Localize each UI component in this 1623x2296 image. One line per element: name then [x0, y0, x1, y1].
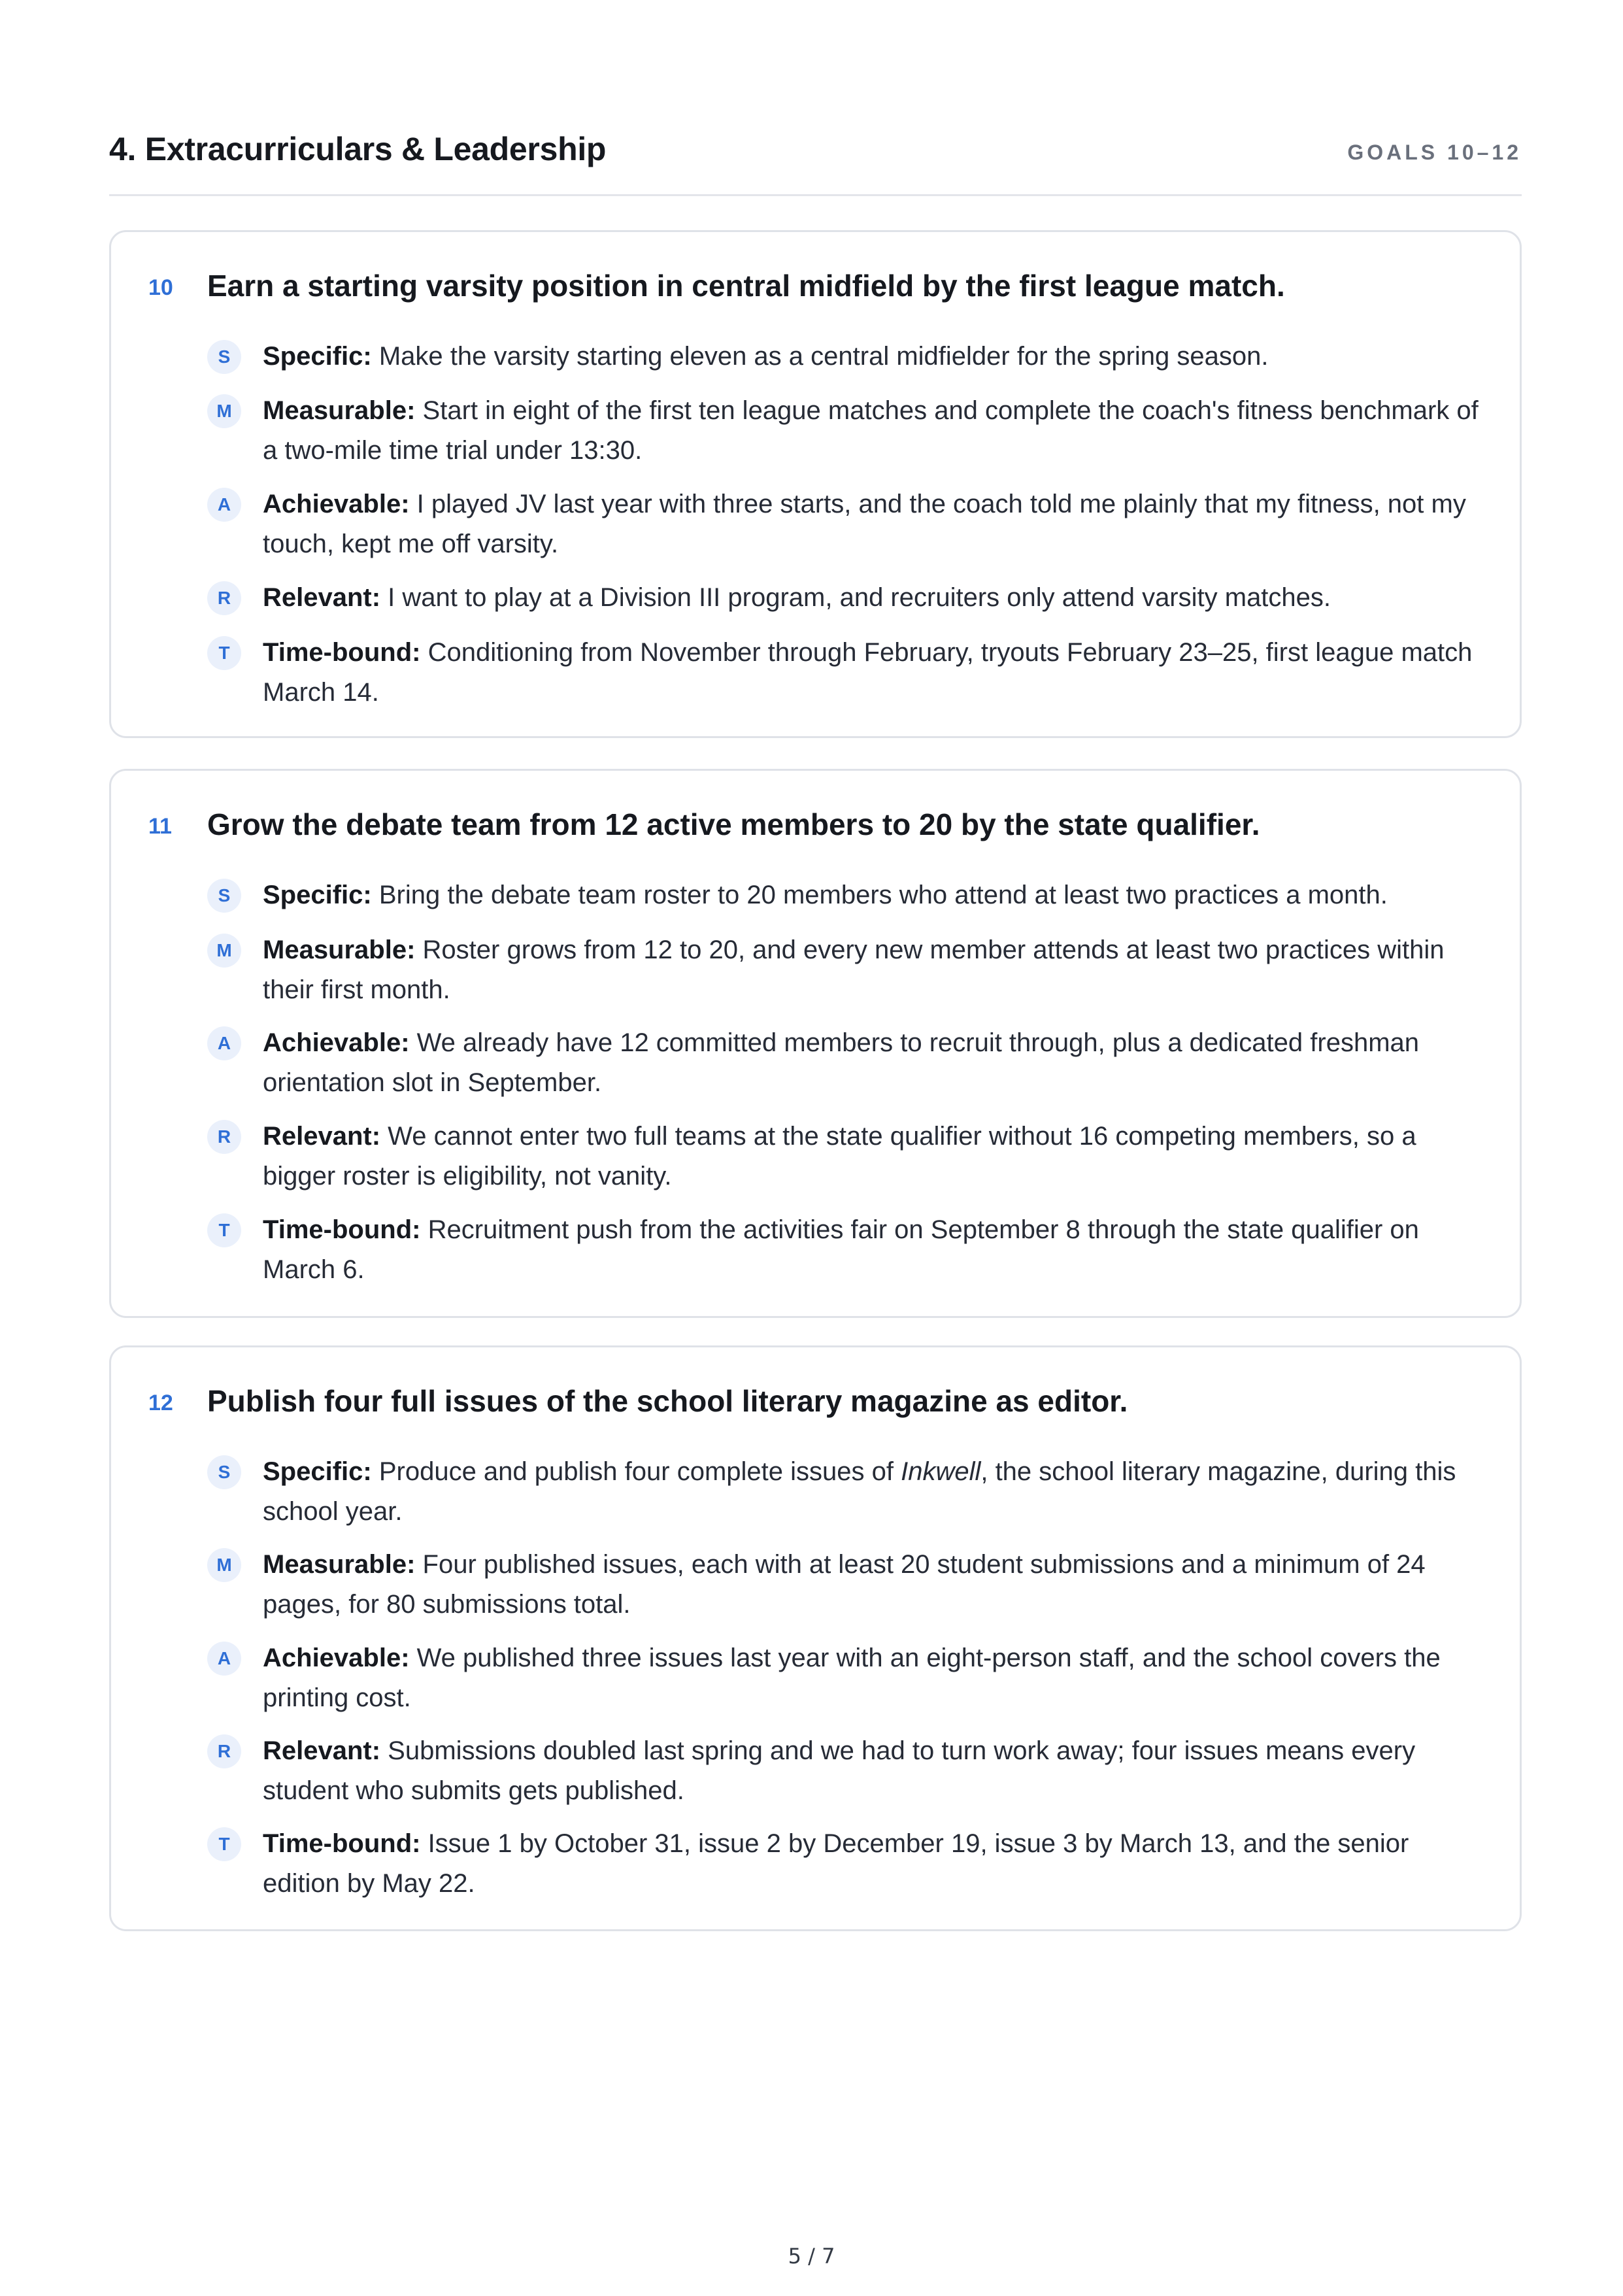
criterion-letter-badge: S — [207, 1455, 241, 1489]
criterion-letter-badge: M — [207, 934, 241, 968]
criterion-body: Produce and publish four complete issues of — [371, 1457, 901, 1486]
magazine-title: Inkwell — [901, 1457, 981, 1486]
criterion-letter-badge: M — [207, 394, 241, 428]
criterion-label: Relevant: — [263, 1122, 381, 1151]
goal-title: Publish four full issues of the school literary magazine as editor. — [207, 1384, 1128, 1418]
criterion-body: We published three issues last year with an eight-person staff, and the school covers the printing cost. — [263, 1644, 1441, 1712]
criterion-body: Start in eight of the first ten league matches and complete the coach's fitness benchmark of a two-mile time trial under 13:30. — [263, 396, 1479, 465]
goal-number: 11 — [148, 814, 172, 839]
criterion-text — [263, 1545, 1492, 1625]
criterion-letter-badge: M — [207, 1548, 241, 1582]
criterion-text — [263, 1731, 1492, 1811]
section-header — [109, 128, 1522, 196]
criterion-body: Four published issues, each with at least 20 student submissions and a minimum of 24 pages, for 80 submissions total. — [263, 1550, 1426, 1619]
page-number: 5 / 7 — [788, 2244, 835, 2269]
criterion-letter-badge: R — [207, 1734, 241, 1768]
criterion-body: Submissions doubled last spring and we had to turn work away; four issues means every student who submits gets published. — [263, 1736, 1416, 1805]
criterion-letter-badge: T — [207, 636, 241, 670]
criterion-label: Time-bound: — [263, 1829, 421, 1858]
criterion-text — [263, 875, 1492, 915]
criterion-text — [263, 930, 1492, 1010]
criterion-body-cont: , the school literary magazine, during this school year. — [263, 1457, 1456, 1526]
criterion-label: Measurable: — [263, 1550, 416, 1579]
criterion-letter-badge: T — [207, 1213, 241, 1247]
criterion-text — [263, 633, 1492, 713]
goals-range-label: GOALS 10–12 — [1347, 141, 1522, 164]
goal-card-12 — [109, 1345, 1522, 1931]
criterion-body: Recruitment push from the activities fair on September 8 through the state qualifier on March 6. — [263, 1215, 1419, 1284]
goal-number: 10 — [148, 275, 173, 300]
criterion-label: Measurable: — [263, 396, 416, 425]
goal-card-10 — [109, 230, 1522, 738]
criterion-text — [263, 337, 1492, 377]
criterion-label: Specific: — [263, 342, 372, 371]
criterion-body: Make the varsity starting eleven as a central midfielder for the spring season. — [371, 342, 1269, 371]
criterion-label: Relevant: — [263, 1736, 381, 1765]
criterion-label: Measurable: — [263, 936, 416, 964]
criterion-body: We cannot enter two full teams at the state qualifier without 16 competing members, so a bigger roster is eligibility, not vanity. — [263, 1122, 1416, 1190]
goal-title: Grow the debate team from 12 active members to 20 by the state qualifier. — [207, 807, 1260, 841]
criterion-body: Roster grows from 12 to 20, and every new member attends at least two practices within their first month. — [263, 936, 1445, 1004]
criterion-label: Specific: — [263, 881, 372, 909]
criterion-text — [263, 1023, 1492, 1103]
criterion-label: Achievable: — [263, 1644, 410, 1672]
goal-number: 12 — [148, 1391, 173, 1415]
criterion-body: Conditioning from November through February, tryouts February 23–25, first league match March 14. — [263, 638, 1473, 707]
criterion-text — [263, 1210, 1492, 1290]
criterion-text — [263, 391, 1492, 471]
criterion-body: Issue 1 by October 31, issue 2 by December 19, issue 3 by March 13, and the senior edition by May 22. — [263, 1829, 1409, 1898]
criterion-body: We already have 12 committed members to recruit through, plus a dedicated freshman orientation slot in September. — [263, 1028, 1420, 1097]
criterion-letter-badge: T — [207, 1827, 241, 1861]
criterion-label: Time-bound: — [263, 638, 421, 667]
criterion-label: Achievable: — [263, 490, 410, 518]
criterion-label: Time-bound: — [263, 1215, 421, 1244]
criterion-letter-badge: A — [207, 1026, 241, 1060]
criterion-label: Relevant: — [263, 583, 381, 612]
criterion-body: I played JV last year with three starts, and the coach told me plainly that my fitness, not my touch, kept me off varsity. — [263, 490, 1466, 558]
criterion-letter-badge: A — [207, 1642, 241, 1676]
criterion-letter-badge: R — [207, 1120, 241, 1154]
criterion-letter-badge: R — [207, 581, 241, 615]
criterion-label: Specific: — [263, 1457, 372, 1486]
goal-title: Earn a starting varsity position in central midfield by the first league match. — [207, 269, 1285, 303]
section-title: 4. Extracurriculars & Leadership — [109, 131, 607, 167]
criterion-letter-badge: S — [207, 879, 241, 913]
criterion-text — [263, 1824, 1492, 1904]
criterion-text — [263, 578, 1492, 618]
criterion-letter-badge: A — [207, 488, 241, 522]
criterion-body: I want to play at a Division III program, and recruiters only attend varsity matches. — [380, 583, 1331, 612]
goal-card-11 — [109, 769, 1522, 1318]
criterion-text — [263, 1638, 1492, 1718]
criterion-body: Bring the debate team roster to 20 members who attend at least two practices a month. — [371, 881, 1388, 909]
criterion-letter-badge: S — [207, 340, 241, 374]
criterion-text — [263, 1452, 1492, 1532]
criterion-text — [263, 1117, 1492, 1196]
criterion-label: Achievable: — [263, 1028, 410, 1057]
criterion-text — [263, 484, 1492, 564]
